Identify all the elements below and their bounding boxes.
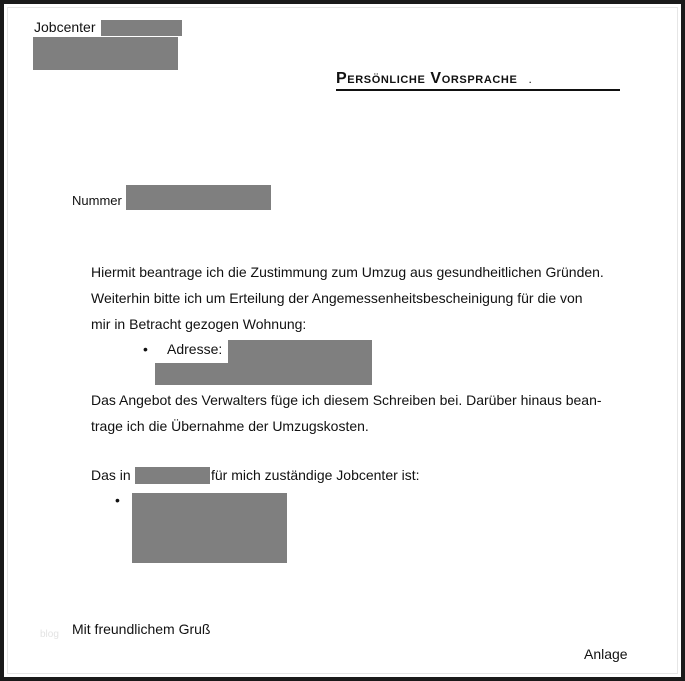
title-underline xyxy=(336,89,620,91)
paragraph-request-line: Hiermit beantrage ich die Zustimmung zum Umzug aus gesundheitlichen Gründen. xyxy=(91,264,604,280)
jobcenter-suffix: für mich zuständige Jobcenter ist: xyxy=(211,467,420,483)
paragraph-request-line: Weiterhin bitte ich um Erteilung der Angemessenheitsbescheinigung für die von xyxy=(91,290,583,306)
letter-title-text: Persönliche Vorsprache xyxy=(336,70,518,87)
paragraph-offer-line: trage ich die Übernahme der Umzugskosten. xyxy=(91,418,369,434)
address-label: Adresse: xyxy=(167,341,223,357)
redacted-address-line2 xyxy=(155,363,372,385)
jobcenter-bullet: • xyxy=(115,492,120,508)
closing-greeting: Mit freundlichem Gruß xyxy=(72,621,211,637)
watermark-text: blog xyxy=(40,629,59,640)
number-label: Nummer xyxy=(72,193,122,208)
paragraph-request-line: mir in Betracht gezogen Wohnung: xyxy=(91,316,307,332)
address-bullet: • xyxy=(143,341,148,357)
paragraph-request xyxy=(91,259,604,337)
redacted-sender-name xyxy=(101,20,182,36)
attachment-label: Anlage xyxy=(584,646,628,662)
redacted-city xyxy=(135,467,210,484)
paragraph-offer xyxy=(91,387,602,439)
sender-label: Jobcenter xyxy=(34,19,96,35)
redacted-number xyxy=(126,185,271,210)
jobcenter-prefix: Das in xyxy=(91,467,131,483)
redacted-jobcenter-address xyxy=(132,493,287,563)
redacted-sender-address xyxy=(33,37,178,70)
letter-title xyxy=(336,70,621,88)
redacted-address-line1 xyxy=(228,340,372,363)
letter-title-trailing: . xyxy=(528,72,533,86)
paragraph-offer-line: Das Angebot des Verwalters füge ich diesem Schreiben bei. Darüber hinaus bean- xyxy=(91,392,602,408)
